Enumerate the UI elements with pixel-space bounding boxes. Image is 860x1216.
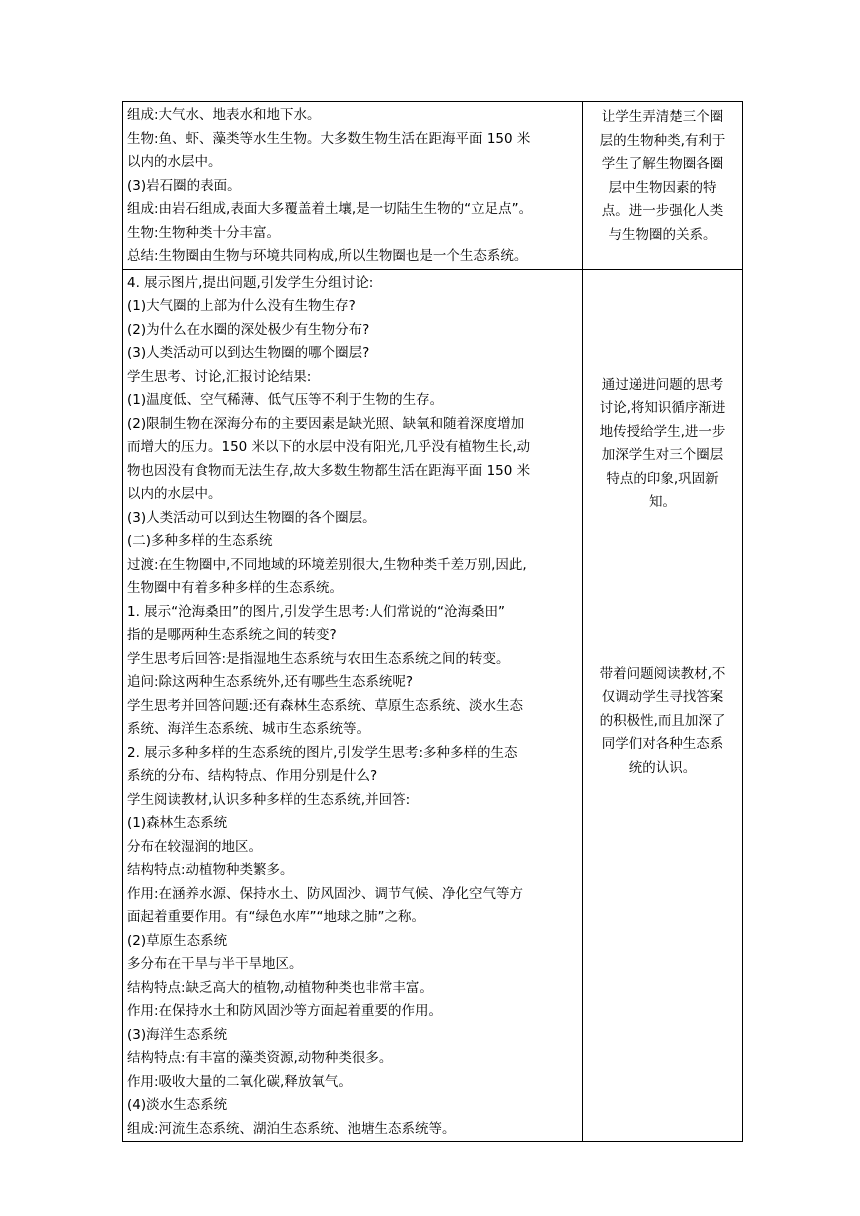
content-line: (2)限制生物在深海分布的主要因素是缺光照、缺氧和随着深度增加 [127,415,525,432]
content-line: 学生思考、讨论,汇报讨论结果: [127,368,312,385]
note-line: 层的生物种类,有利于 [599,132,726,149]
note-line: 知。 [649,494,676,510]
content-line: 生物:鱼、虾、藻类等水生生物。大多数生物生活在距海平面 150 米 [127,130,531,147]
content-line: 物也因没有食物而无法生存,故大多数生物都生活在距海平面 150 米 [127,462,531,479]
note-line: 点。进一步强化人类 [601,203,724,219]
content-line: 系统的分布、结构特点、作用分别是什么? [127,768,378,784]
content-line: 作用:吸收大量的二氧化碳,释放氧气。 [127,1073,352,1090]
note-line: 仅调动学生寻找答案 [601,689,724,705]
note-line: 统的认识。 [628,759,697,776]
content-line: 生物圈中有着多种多样的生态系统。 [127,580,343,596]
table-row [123,102,743,270]
content-line: (1)温度低、空气稀薄、低气压等不利于生物的生存。 [127,392,444,408]
content-line: 结构特点:缺乏高大的植物,动植物种类也非常丰富。 [127,979,433,996]
design-intent-note [589,374,736,515]
design-intent-note [589,102,736,247]
content-line: 组成:由岩石组成,表面大多覆盖着土壤,是一切陆生生物的“立足点”。 [127,201,533,217]
content-line: 面起着重要作用。有“绿色水库”“地球之肺”之称。 [127,909,425,925]
content-line: 过渡:在生物圈中,不同地域的环境差别很大,生物种类千差万别,因此, [127,556,527,573]
content-line: (1)大气圈的上部为什么没有生物生存? [127,298,356,314]
content-line: 作用:在保持水土和防风固沙等方面起着重要的作用。 [127,1003,443,1019]
content-line: 学生阅读教材,认识多种多样的生态系统,并回答: [127,791,411,808]
content-line: 组成:河流生态系统、湖泊生态系统、池塘生态系统等。 [127,1120,456,1137]
note-line: 与生物圈的关系。 [608,226,717,243]
note-line: 层中生物因素的特 [608,179,717,196]
design-intent-note [589,663,736,781]
table-row [123,269,743,1142]
lesson-plan-table [122,101,743,1142]
content-line: (4)淡水生态系统 [127,1097,228,1113]
content-line: (3)人类活动可以到达生物圈的哪个圈层? [127,345,370,361]
note-line: 的积极性,而且加深了 [599,712,726,729]
note-line: 同学们对各种生态系 [601,736,724,752]
note-line: 地传授给学生,进一步 [599,423,726,440]
note-line: 让学生弄清楚三个圈 [601,109,724,125]
content-line: 组成:大气水、地表水和地下水。 [127,107,321,123]
content-line: 生物:生物种类十分丰富。 [127,224,281,241]
content-line: 而增大的压力。150 米以下的水层中没有阳光,几乎没有植物生长,动 [127,439,531,455]
content-line: 以内的水层中。 [127,486,222,502]
note-line: 讨论,将知识循序渐进 [599,400,726,416]
content-line: 指的是哪两种生态系统之间的转变? [127,627,337,643]
content-line: 作用:在涵养水源、保持水土、防风固沙、调节气候、净化空气等方 [127,885,524,902]
content-line: (2)草原生态系统 [127,932,228,949]
note-line: 特点的印象,巩固新 [606,470,719,487]
note-cell [583,269,743,1142]
note-cell [583,102,743,270]
content-line: 分布在较湿润的地区。 [127,838,262,855]
content-line: 多分布在干旱与半干旱地区。 [127,956,303,972]
content-line: 2. 展示多种多样的生态系统的图片,引发学生思考:多种多样的生态 [127,744,518,761]
content-line: (二)多种多样的生态系统 [127,533,273,549]
content-line: (2)为什么在水圈的深处极少有生物分布? [127,321,370,338]
content-line: 总结:生物圈由生物与环境共同构成,所以生物圈也是一个生态系统。 [127,248,528,264]
content-line: 系统、海洋生态系统、城市生态系统等。 [127,721,370,737]
note-line: 加深学生对三个圈层 [601,447,724,463]
content-line: 结构特点:有丰富的藻类资源,动物种类很多。 [127,1050,393,1066]
content-line: 学生思考并回答问题:还有森林生态系统、草原生态系统、淡水生态 [127,697,524,714]
note-line: 通过递进问题的思考 [601,376,724,393]
content-line: 结构特点:动植物种类繁多。 [127,862,294,878]
content-line: 4. 展示图片,提出问题,引发学生分组讨论: [127,274,374,291]
content-line: 1. 展示“沧海桑田”的图片,引发学生思考:人们常说的“沧海桑田” [127,603,505,620]
content-line: 以内的水层中。 [127,154,222,170]
note-line: 带着问题阅读教材,不 [599,665,726,682]
note-line: 学生了解生物圈各圈 [601,156,724,172]
content-line: 学生思考后回答:是指湿地生态系统与农田生态系统之间的转变。 [127,650,510,667]
content-line: (1)森林生态系统 [127,815,228,831]
content-cell [123,102,583,270]
content-line: (3)海洋生态系统 [127,1026,228,1043]
content-cell [123,269,583,1142]
content-line: (3)岩石圈的表面。 [127,177,241,194]
content-line: (3)人类活动可以到达生物圈的各个圈层。 [127,509,376,526]
content-line: 追问:除这两种生态系统外,还有哪些生态系统呢? [127,674,414,690]
